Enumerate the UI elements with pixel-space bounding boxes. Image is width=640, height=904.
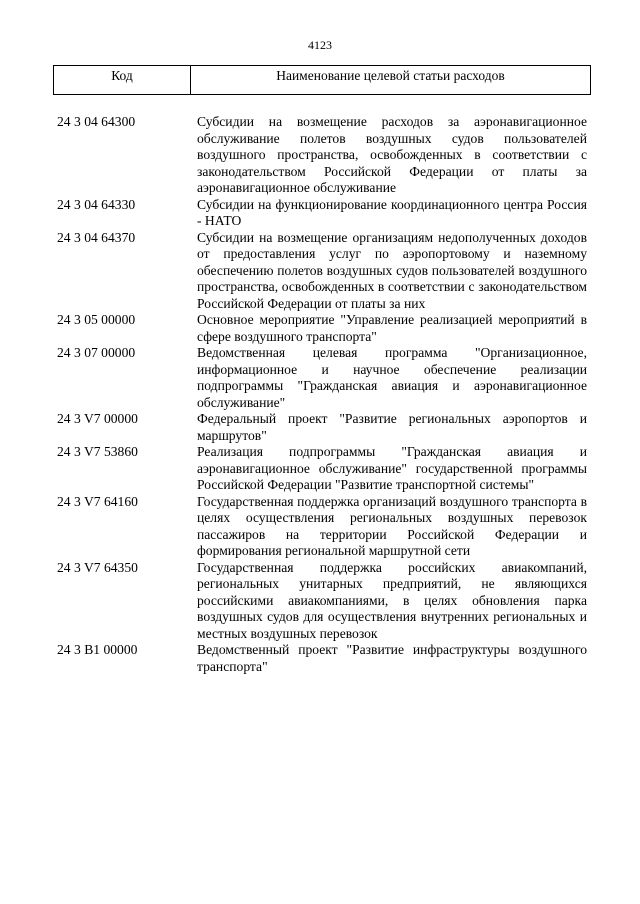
row-description: Основное мероприятие "Управление реализацией мероприятий в сфере воздушного транспорта" — [197, 312, 587, 344]
table-row — [57, 444, 587, 494]
row-code: 24 3 05 00000 — [57, 312, 136, 327]
row-code: 24 3 V7 00000 — [57, 411, 138, 426]
table-row — [57, 411, 587, 444]
row-code: 24 3 V7 64160 — [57, 493, 138, 509]
row-code: 24 3 V7 53860 — [57, 444, 138, 459]
row-description: Субсидии на возмещение расходов за аэронавигационное обслуживание полетов воздушных судов пользователей воздушного пространства, освобожденных в соответствии с законодательством Российской Федерации от платы за аэронавигационное обслуживание — [197, 114, 587, 195]
row-description: Субсидии на возмещение организациям недополученных доходов от предоставления услуг по аэропортовому и наземному обеспечению полетов воздушных судов пользователей воздушного пространства, освобожденных в соответствии с законодательством Российской Федерации от платы за них — [197, 229, 587, 311]
table-row — [57, 494, 587, 560]
table-body — [57, 114, 587, 675]
table-header — [53, 65, 591, 95]
row-code: 24 3 В1 00000 — [57, 642, 138, 657]
row-code: 24 3 07 00000 — [57, 345, 136, 360]
row-code: 24 3 04 64330 — [57, 196, 136, 212]
page-number: 4123 — [308, 38, 332, 52]
row-code: 24 3 04 64370 — [57, 229, 136, 245]
row-description: Федеральный проект "Развитие региональных аэропортов и маршрутов" — [197, 411, 587, 443]
table-row — [57, 197, 587, 230]
header-code: Код — [54, 66, 191, 94]
row-description: Субсидии на функционирование координационного центра Россия - НАТО — [197, 196, 587, 228]
row-description: Ведомственная целевая программа "Организационное, информационное и научное обеспечение реализации подпрограммы "Гражданская авиация и аэронавигационное обслуживание" — [197, 345, 587, 410]
row-description: Ведомственный проект "Развитие инфраструктуры воздушного транспорта" — [197, 642, 587, 674]
table-row — [57, 114, 587, 197]
row-description: Государственная поддержка организаций воздушного транспорта в целях осуществления региональных воздушных перевозок пассажиров на территории Российской Федерации и формирования региональной маршрутной сети — [197, 493, 587, 558]
row-description: Государственная поддержка российских авиакомпаний, региональных унитарных предприятий, не являющихся российскими авиакомпаниями, в целях обновления парка воздушных судов для осуществления внутренних региональных и местных воздушных перевозок — [197, 559, 587, 641]
table-row — [57, 345, 587, 411]
table-row — [57, 230, 587, 313]
row-description: Реализация подпрограммы "Гражданская авиация и аэронавигационное обслуживание" государственной программы Российской Федерации "Развитие транспортной системы" — [197, 444, 587, 492]
table-row — [57, 642, 587, 675]
table-row — [57, 312, 587, 345]
header-name: Наименование целевой статьи расходов — [276, 68, 505, 83]
row-code: 24 3 V7 64350 — [57, 559, 138, 575]
row-code: 24 3 04 64300 — [57, 114, 136, 129]
table-row — [57, 560, 587, 643]
